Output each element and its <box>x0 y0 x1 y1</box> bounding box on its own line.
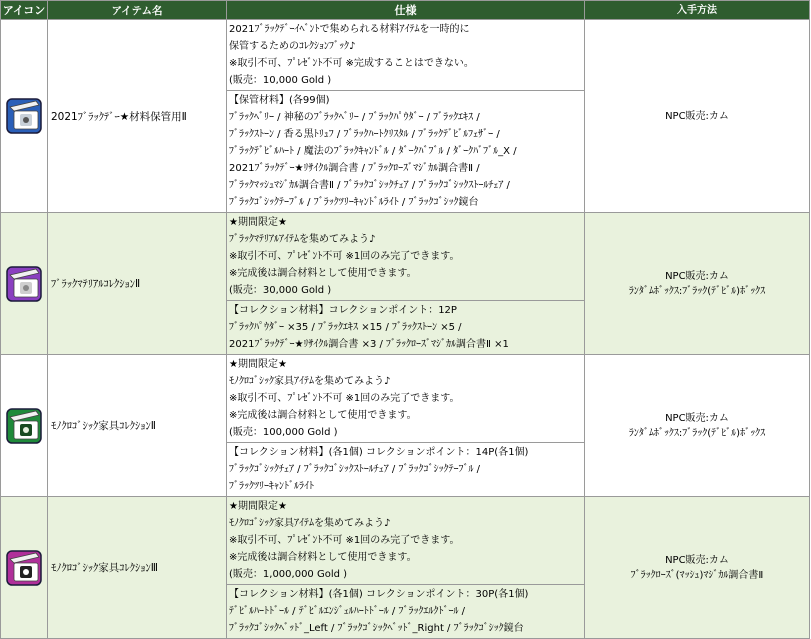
item-name: ﾓﾉｸﾛｺﾞｼｯｸ家具ｺﾚｸｼｮﾝⅢ <box>48 497 227 639</box>
spec-line: ※完成後は調合材料として使用できます。 <box>229 552 417 563</box>
spec-line: 【コレクション材料】(各1個) コレクションポイント：30P(各1個) <box>229 589 529 600</box>
spec-line: ﾓﾉｸﾛｺﾞｼｯｸ家具ｱｲﾃﾑを集めてみよう♪ <box>229 518 391 529</box>
spec-line: ﾌﾞﾗｯｸｺﾞｼｯｸﾍﾞｯﾄﾞ_Left / ﾌﾞﾗｯｸｺﾞｼｯｸﾍﾞｯﾄﾞ_Right / ﾌﾞﾗｯｸｺﾞｼｯｸ鏡台 <box>229 623 524 634</box>
obtain-line: NPC販売:カム <box>665 554 729 566</box>
spec-description <box>227 213 585 301</box>
obtain-method <box>585 497 810 639</box>
spec-line: ★期間限定★ <box>229 217 287 228</box>
spec-line: 【コレクション材料】(各1個) コレクションポイント：14P(各1個) <box>229 447 529 458</box>
spec-line: (販売：100,000 Gold ) <box>229 427 338 438</box>
spec-materials <box>227 91 585 213</box>
spec-line: ※取引不可、ﾌﾟﾚｾﾞﾝﾄ不可 ※1回のみ完了できます。 <box>229 393 460 404</box>
magenta-book-icon <box>6 550 42 586</box>
spec-description <box>227 20 585 91</box>
header-spec: 仕様 <box>227 1 585 20</box>
spec-line: ﾌﾞﾗｯｸﾏﾃﾘｱﾙｱｲﾃﾑを集めてみよう♪ <box>229 234 376 245</box>
obtain-line: ﾗﾝﾀﾞﾑﾎﾞｯｸｽ:ﾌﾞﾗｯｸ(ﾃﾞﾋﾞﾙ)ﾎﾞｯｸｽ <box>628 427 766 439</box>
green-book-icon <box>6 408 42 444</box>
table-row <box>1 213 810 301</box>
header-name: アイテム名 <box>48 1 227 20</box>
spec-description <box>227 497 585 585</box>
obtain-method <box>585 20 810 213</box>
icon-cell <box>1 497 48 639</box>
spec-line: ﾌﾞﾗｯｸﾊﾟｳﾀﾞｰ ×35 / ﾌﾞﾗｯｸｴｷｽ ×15 / ﾌﾞﾗｯｸｽﾄｰﾝ ×5 / <box>229 322 462 333</box>
spec-line: ﾌﾞﾗｯｸﾃﾞﾋﾞﾙﾊｰﾄ / 魔法のﾌﾞﾗｯｸｷｬﾝﾄﾞﾙ / ﾀﾞｰｸﾊﾞﾌﾞﾙ / ﾀﾞｰｸﾊﾞﾌﾞﾙ_X / <box>229 146 517 157</box>
obtain-line: ﾗﾝﾀﾞﾑﾎﾞｯｸｽ:ﾌﾞﾗｯｸ(ﾃﾞﾋﾞﾙ)ﾎﾞｯｸｽ <box>628 285 766 297</box>
spec-line: ﾌﾞﾗｯｸｺﾞｼｯｸﾃｰﾌﾞﾙ / ﾌﾞﾗｯｸﾂﾘｰｷｬﾝﾄﾞﾙﾗｲﾄ / ﾌﾞﾗｯｸｺﾞｼｯｸ鏡台 <box>229 197 479 208</box>
item-name: 2021ﾌﾞﾗｯｸﾃﾞｰ★材料保管用Ⅱ <box>48 20 227 213</box>
spec-line: ※完成後は調合材料として使用できます。 <box>229 268 417 279</box>
spec-line: ﾌﾞﾗｯｸｽﾄｰﾝ / 香る黒ﾄﾘｭﾌ / ﾌﾞﾗｯｸﾊｰﾄｸﾘｽﾀﾙ / ﾌﾞﾗｯｸﾃﾞﾋﾞﾙﾌｪｻﾞｰ / <box>229 129 500 140</box>
item-name: ﾓﾉｸﾛｺﾞｼｯｸ家具ｺﾚｸｼｮﾝⅡ <box>48 355 227 497</box>
spec-line: ★期間限定★ <box>229 501 287 512</box>
obtain-method <box>585 213 810 355</box>
item-name: ﾌﾞﾗｯｸﾏﾃﾘｱﾙｺﾚｸｼｮﾝⅡ <box>48 213 227 355</box>
spec-line: 2021ﾌﾞﾗｯｸﾃﾞｰｲﾍﾞﾝﾄで集められる材料ｱｲﾃﾑを一時的に <box>229 24 470 35</box>
obtain-line: NPC販売:カム <box>665 110 729 122</box>
spec-line: ﾌﾞﾗｯｸﾏｯｼｭﾏｼﾞｶﾙ調合書Ⅱ / ﾌﾞﾗｯｸｺﾞｼｯｸﾁｪｱ / ﾌﾞﾗｯｸｺﾞｼｯｸｽﾄｰﾙﾁｪｱ / <box>229 180 510 191</box>
table-row <box>1 497 810 585</box>
header-row <box>1 1 810 20</box>
spec-line: 保管するためのｺﾚｸｼｮﾝﾌﾞｯｸ♪ <box>229 41 356 52</box>
header-icon: アイコン <box>1 1 48 20</box>
obtain-line: NPC販売:カム <box>665 270 729 282</box>
spec-line: 【コレクション材料】コレクションポイント：12P <box>229 305 457 316</box>
spec-line: ﾃﾞﾋﾞﾙﾊｰﾄﾄﾞｰﾙ / ﾃﾞﾋﾞﾙｴﾝｼﾞｪﾙﾊｰﾄﾄﾞｰﾙ / ﾌﾞﾗｯｸｴﾙｸﾄﾞｰﾙ / <box>229 606 466 617</box>
spec-line: ﾓﾉｸﾛｺﾞｼｯｸ家具ｱｲﾃﾑを集めてみよう♪ <box>229 376 391 387</box>
spec-line: ﾌﾞﾗｯｸﾍﾞﾘｰ / 神秘のﾌﾞﾗｯｸﾍﾞﾘｰ / ﾌﾞﾗｯｸﾊﾟｳﾀﾞｰ / ﾌﾞﾗｯｸｴｷｽ / <box>229 112 480 123</box>
purple-book-icon <box>6 266 42 302</box>
obtain-line: ﾌﾞﾗｯｸﾛｰｽﾞ(ﾏｯｼｭ)ﾏｼﾞｶﾙ調合書Ⅱ <box>630 569 764 581</box>
spec-line: ★期間限定★ <box>229 359 287 370</box>
spec-materials <box>227 585 585 639</box>
header-obtain: 入手方法 <box>585 1 810 20</box>
blue-book-icon <box>6 98 42 134</box>
spec-line: ※完成後は調合材料として使用できます。 <box>229 410 417 421</box>
icon-cell <box>1 213 48 355</box>
icon-cell <box>1 20 48 213</box>
spec-line: ﾌﾞﾗｯｸﾂﾘｰｷｬﾝﾄﾞﾙﾗｲﾄ <box>229 481 314 492</box>
spec-line: (販売：1,000,000 Gold ) <box>229 569 348 580</box>
spec-line: ※取引不可、ﾌﾟﾚｾﾞﾝﾄ不可 ※完成することはできない。 <box>229 58 474 69</box>
spec-line: ※取引不可、ﾌﾟﾚｾﾞﾝﾄ不可 ※1回のみ完了できます。 <box>229 251 460 262</box>
spec-line: (販売：30,000 Gold ) <box>229 285 332 296</box>
spec-line: 2021ﾌﾞﾗｯｸﾃﾞｰ★ﾘｻｲｸﾙ調合書 / ﾌﾞﾗｯｸﾛｰｽﾞﾏｼﾞｶﾙ調合書Ⅱ / <box>229 163 480 174</box>
obtain-line: NPC販売:カム <box>665 412 729 424</box>
spec-line: 2021ﾌﾞﾗｯｸﾃﾞｰ★ﾘｻｲｸﾙ調合書 ×3 / ﾌﾞﾗｯｸﾛｰｽﾞﾏｼﾞｶﾙ調合書Ⅱ ×1 <box>229 339 509 350</box>
spec-line: ﾌﾞﾗｯｸｺﾞｼｯｸﾁｪｱ / ﾌﾞﾗｯｸｺﾞｼｯｸｽﾄｰﾙﾁｪｱ / ﾌﾞﾗｯｸｺﾞｼｯｸﾃｰﾌﾞﾙ / <box>229 464 481 475</box>
table-row <box>1 20 810 91</box>
obtain-method <box>585 355 810 497</box>
table-row <box>1 355 810 443</box>
icon-cell <box>1 355 48 497</box>
spec-line: 【保管材料】(各99個) <box>229 95 330 106</box>
spec-line: (販売：10,000 Gold ) <box>229 75 332 86</box>
spec-materials <box>227 443 585 497</box>
spec-description <box>227 355 585 443</box>
spec-materials <box>227 301 585 355</box>
spec-line: ※取引不可、ﾌﾟﾚｾﾞﾝﾄ不可 ※1回のみ完了できます。 <box>229 535 460 546</box>
